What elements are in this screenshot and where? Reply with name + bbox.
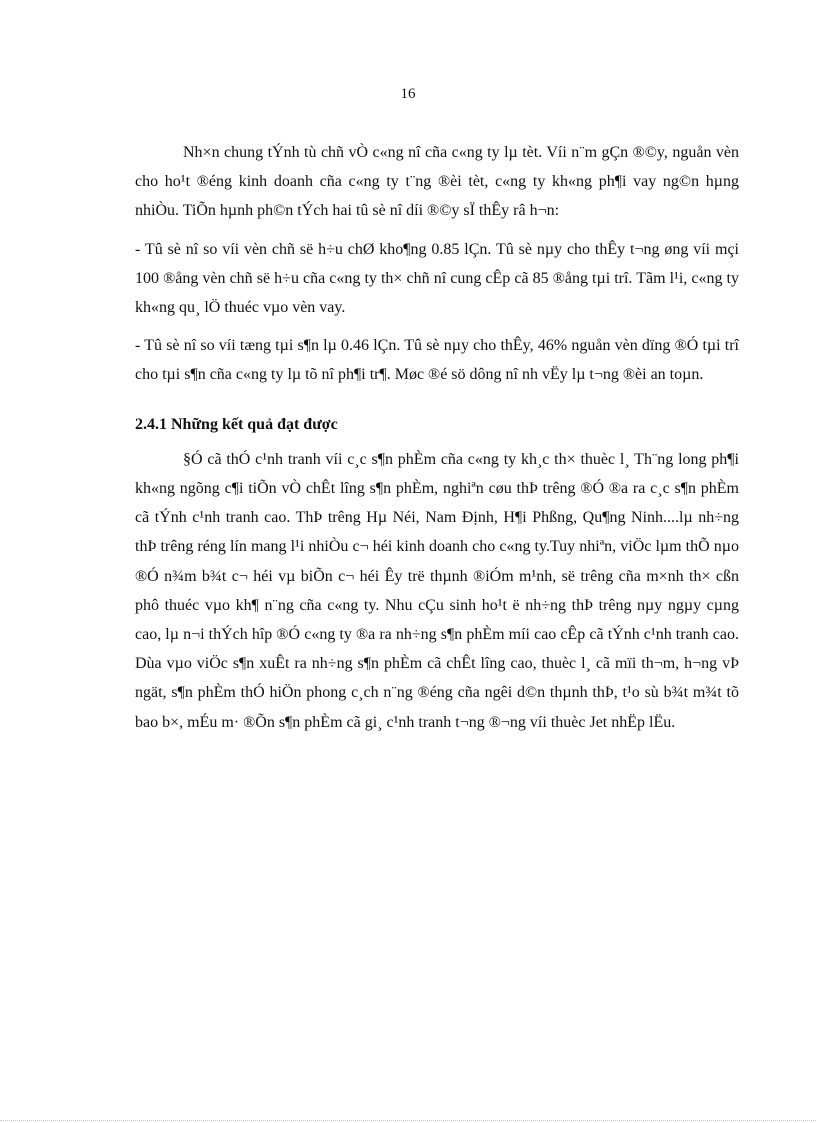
paragraph-debt-to-equity: - Tû sè nî so víi vèn chñ së h÷u chØ kho¶ng 0.85 lÇn. Tû sè nµy cho thÊy t¬ng øng víi mçi 100 ®ång vèn chñ së h÷u cña c«ng ty th× chñ nî cung cÊp cã 85 ®ång tµi trî. Tãm l¹i, c«ng ty kh«ng qu¸ lÖ thuéc vµo vèn vay. [135, 240, 739, 317]
paragraph-debt-autonomy: Nh×n chung tÝnh tù chñ vÒ c«ng nî cña c«ng ty lµ tèt. Víi n¨m gÇn ®©y, nguån vèn cho ho¹t ®éng kinh doanh cña c«ng ty t¨ng ®èi tèt, c«ng ty kh«ng ph¶i vay ng©n hµng nhiÒu. TiÕn hµnh ph©n tÝch hai tû sè nî díi ®©y sÏ thÊy râ h¬n: [135, 144, 739, 220]
page-bottom-border [0, 1120, 816, 1121]
section-heading: 2.4.1 Những kết quả đạt được [135, 415, 338, 433]
page-number: 16 [400, 86, 416, 102]
document-body [135, 138, 739, 737]
paragraph-achievements: §Ó cã thÓ c¹nh tranh víi c¸c s¶n phÈm cña c«ng ty kh¸c th× thuèc l¸ Th¨ng long ph¶i kh«ng ngõng c¶i tiÕn vÒ chÊt lîng s¶n phÈm, nghiªn cøu thÞ trêng ®Ó ®a ra c¸c s¶n phÈm cã tÝnh c¹nh tranh cao. ThÞ trêng Hµ Néi, Nam Định, H¶i Phßng, Qu¶ng Ninh....lµ nh÷ng thÞ trêng réng lín mang l¹i nhiÒu c¬ héi kinh doanh cho c«ng ty.Tuy nhiªn, viÖc lµm thÕ nµo ®Ó n¾m b¾t c¬ héi vµ biÕn c¬ héi Êy trë thµnh ®iÓm m¹nh, së trêng cña m×nh th× cßn phô thuéc vµo kh¶ n¨ng cña c«ng ty. Nhu cÇu sinh ho¹t ë nh÷ng thÞ trêng nµy ngµy cµng cao, lµ n¬i thÝch hîp ®Ó c«ng ty ®a ra nh÷ng s¶n phÈm míi cao cÊp cã tÝnh c¹nh tranh cao. Dùa vµo viÖc s¶n xuÊt ra nh÷ng s¶n phÈm cã chÊt lîng cao, thuèc l¸ cã mïi th¬m, h¬ng vÞ ngät, s¶n phÈm thÓ hiÖn phong c¸ch n¨ng ®éng cña ngêi d©n thµnh thÞ, t¹o sù b¾t m¾t tõ bao b×, mÉu m· ®Õn s¶n phÈm cã gi¸ c¹nh tranh t¬ng ®¬ng víi thuèc Jet nhËp lËu. [135, 450, 739, 731]
paragraph-debt-to-assets: - Tû sè nî so víi tæng tµi s¶n lµ 0.46 lÇn. Tû sè nµy cho thÊy, 46% nguån vèn dïng ®Ó tµi trî cho tµi s¶n cña c«ng ty lµ tõ nî ph¶i tr¶. Møc ®é sö dông nî nh vËy lµ t¬ng ®èi an toµn. [135, 337, 739, 384]
